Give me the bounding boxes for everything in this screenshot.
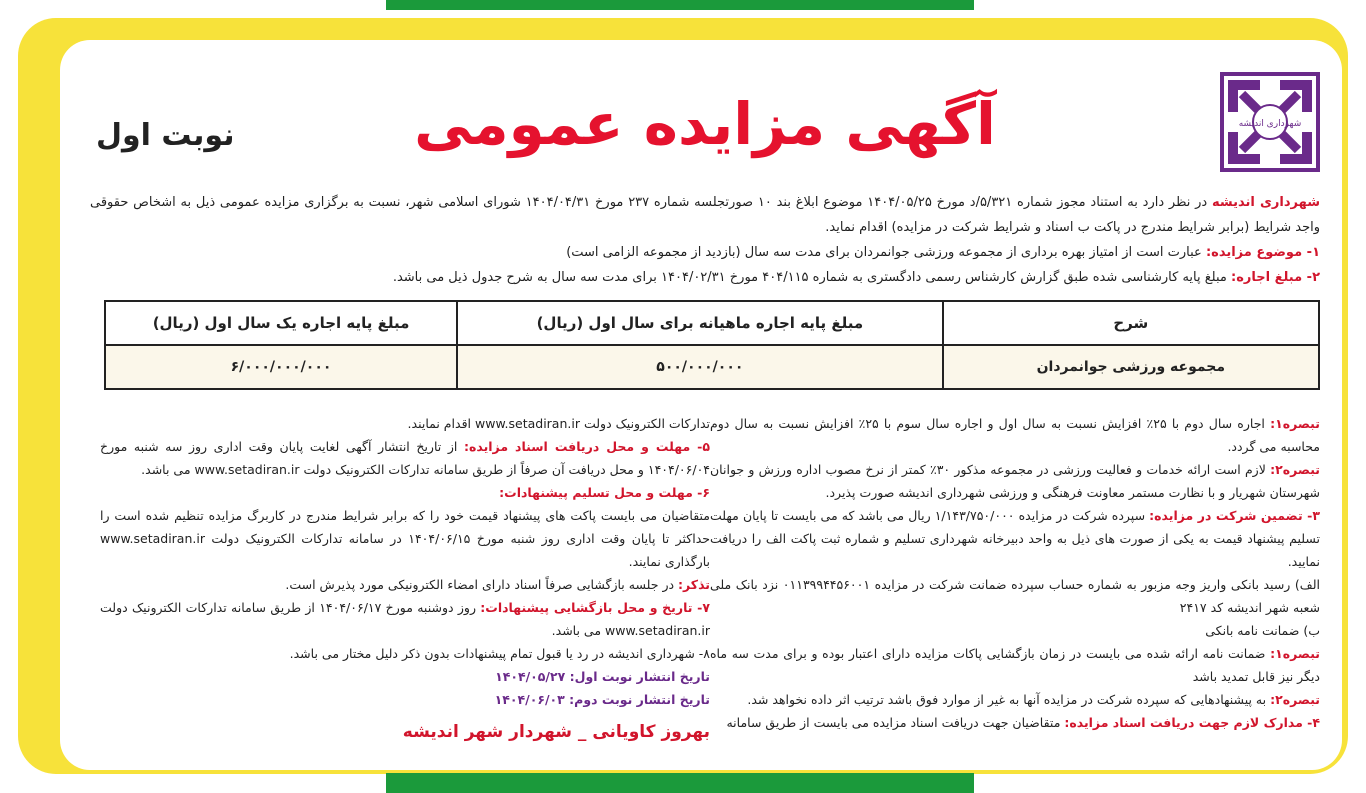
item-6-text: متقاضیان می بایست پاکت های پیشنهاد قیمت خود را که برابر شرایط مندرج در کاربرگ مزایده تنظیم شده است را حداکثر تا پایان وقت اداری روز شنبه مورخ ۱۴۰۴/۰۶/۱۵ در سامانه تدارکات الکترونیک دولت www.setadiran.ir بارگذاری نمایند. xyxy=(100,508,710,569)
note-3-text: ضمانت نامه ارائه شده می بایست در زمان بازگشایی پاکات مزایده دارای اعتبار بوده و برای مدت سه ماه دیگر نیز قابل تمدید باشد xyxy=(710,646,1320,684)
ad-title: آگهی مزایده عمومی xyxy=(414,90,996,158)
left-column xyxy=(100,412,710,744)
price-table xyxy=(104,300,1320,390)
option-b: ب) ضمانت نامه بانکی xyxy=(1205,623,1320,638)
org-name: شهرداری اندیشه xyxy=(1211,195,1320,210)
note-2-label: تبصره۲: xyxy=(1270,462,1320,477)
option-a: الف) رسید بانکی واریز وجه مزبور به شماره حساب سپرده ضمانت شرکت در مزایده ۰۱۱۳۹۹۴۴۵۶۰۰۱ نزد بانک ملی شعبه شهر اندیشه کد ۲۴۱۷ xyxy=(710,577,1320,615)
intro-text: در نظر دارد به استناد مجوز شماره ۵/۳۲۱/د مورخ ۱۴۰۴/۰۵/۲۵ موضوع ابلاغ بند ۱۰ صورتجلسه شماره ۲۳۷ مورخ ۱۴۰۴/۰۴/۳۱ شورای اسلامی شهر، نسبت به برگزاری مزایده عمومی ذیل به اشخاص حقوقی واجد شرایط (برابر شرایط مندرج در پاکت ب اسناد و شرایط شرکت در مزایده) اقدام نماید. xyxy=(90,195,1320,235)
item-4-label: ۴- مدارک لازم جهت دریافت اسناد مزایده: xyxy=(1064,715,1320,730)
item-2-label: ۲- مبلغ اجاره: xyxy=(1231,270,1320,285)
item-3-label: ۳- تضمین شرکت در مزایده: xyxy=(1149,508,1320,523)
note-4-label: تبصره۲: xyxy=(1270,692,1320,707)
item-4-continued: تدارکات الکترونیک دولت www.setadiran.ir اقدام نمایند. xyxy=(407,416,710,431)
item-1 xyxy=(90,240,1320,265)
table-header: شرح xyxy=(943,301,1319,345)
item-4 xyxy=(710,711,1320,734)
note-4 xyxy=(710,688,1320,711)
item-3 xyxy=(710,504,1320,573)
ad-card xyxy=(60,40,1342,770)
note-3-label: تبصره۱: xyxy=(1270,646,1320,661)
item-1-text: عبارت است از امتیاز بهره برداری از مجموعه ورزشی جوانمردان برای مدت سه سال (بازدید از مجموعه الزامی است) xyxy=(566,245,1206,260)
publish-date-1: تاریخ انتشار نوبت اول: ۱۴۰۴/۰۵/۲۷ xyxy=(495,669,710,684)
publish-date-2: تاریخ انتشار نوبت دوم: ۱۴۰۴/۰۶/۰۳ xyxy=(494,692,710,707)
reminder-text: در جلسه بازگشایی صرفاً اسناد دارای امضاء الکترونیکی مورد پذیرش است. xyxy=(285,577,679,592)
note-2 xyxy=(710,458,1320,504)
table-cell: مجموعه ورزشی جوانمردان xyxy=(943,345,1319,389)
item-3-text: سپرده شرکت در مزایده ۱/۱۴۳/۷۵۰/۰۰۰ ریال می باشد که می بایست تا پایان مهلت تسلیم پیشنهاد قیمت به یکی از صورت های ذیل به واحد دبیرخانه شهرداری تسلیم و شماره ثبت پاکت الف را دریافت نمایید. xyxy=(710,508,1320,569)
note-2-text: لازم است ارائه خدمات و فعالیت ورزشی در مجموعه مذکور ۳۰٪ کمتر از نرخ مصوب اداره ورزش و جوانان شهرستان شهریار و با نظارت مستمر معاونت فرهنگی و ورزشی شهرداری اندیشه صورت پذیرد. xyxy=(710,462,1320,500)
ad-frame xyxy=(18,18,1348,774)
table-cell: ۵۰۰/۰۰۰/۰۰۰ xyxy=(457,345,943,389)
table-header: مبلغ پایه اجاره ماهیانه برای سال اول (ریال) xyxy=(457,301,943,345)
note-1-text: اجاره سال دوم با ۲۵٪ افزایش نسبت به سال اول و اجاره سال سوم با ۲۵٪ افزایش نسبت به سال دوم محاسبه می گردد. xyxy=(710,416,1320,454)
note-1-label: تبصره۱: xyxy=(1270,416,1320,431)
table-cell: ۶/۰۰۰/۰۰۰/۰۰۰ xyxy=(105,345,457,389)
item-2 xyxy=(90,265,1320,290)
signature: بهروز کاویانی _ شهردار شهر اندیشه xyxy=(402,722,710,742)
item-2-text: مبلغ پایه کارشناسی شده طبق گزارش کارشناس رسمی دادگستری به شماره ۴۰۴/۱۱۵ مورخ ۱۴۰۴/۰۲/۳۱ برای مدت سه سال به شرح جدول ذیل می باشد. xyxy=(392,270,1231,285)
table-header: مبلغ پایه اجاره یک سال اول (ریال) xyxy=(105,301,457,345)
ad-content xyxy=(90,40,1320,770)
item-1-label: ۱- موضوع مزایده: xyxy=(1205,245,1320,260)
item-8: ۸- شهرداری اندیشه در رد یا قبول تمام پیشنهادات بدون ذکر دلیل مختار می باشد. xyxy=(289,646,710,661)
item-7-text: روز دوشنبه مورخ ۱۴۰۴/۰۶/۱۷ از طریق سامانه تدارکات الکترونیک دولت www.setadiran.ir می باشد. xyxy=(100,600,710,638)
item-7-label: ۷- تاریخ و محل بازگشایی پیشنهادات: xyxy=(480,600,710,615)
right-column xyxy=(710,412,1320,734)
table-header-row xyxy=(105,301,1319,345)
item-5-text: از تاریخ انتشار آگهی لغایت پایان وقت اداری روز سه شنبه مورخ ۱۴۰۴/۰۶/۰۴ و محل دریافت آن صرفاً از طریق سامانه تدارکات الکترونیک دولت www.setadiran.ir می باشد. xyxy=(100,439,710,477)
item-4-text: متقاضیان جهت دریافت اسناد مزایده می بایست از طریق سامانه xyxy=(726,715,1065,730)
note-3 xyxy=(710,642,1320,688)
item-7 xyxy=(100,596,710,642)
note-1 xyxy=(710,412,1320,458)
item-5 xyxy=(100,435,710,481)
intro-paragraph xyxy=(90,190,1320,240)
round-label: نوبت اول xyxy=(96,118,235,153)
note-4-text: به پیشنهادهایی که سپرده شرکت در مزایده آنها به غیر از موارد فوق باشد ترتیب اثر داده نخواهد شد. xyxy=(747,692,1271,707)
bottom-green-bar xyxy=(386,773,974,793)
top-green-bar xyxy=(386,0,974,10)
reminder xyxy=(100,573,710,596)
item-5-label: ۵- مهلت و محل دریافت اسناد مزایده: xyxy=(463,439,710,454)
reminder-label: تذکر: xyxy=(678,577,710,592)
logo-text: شهرداری اندیشه xyxy=(1238,119,1302,129)
item-6-label: ۶- مهلت و محل تسلیم پیشنهادات: xyxy=(499,485,710,500)
intro-section xyxy=(90,190,1320,290)
table-row xyxy=(105,345,1319,389)
